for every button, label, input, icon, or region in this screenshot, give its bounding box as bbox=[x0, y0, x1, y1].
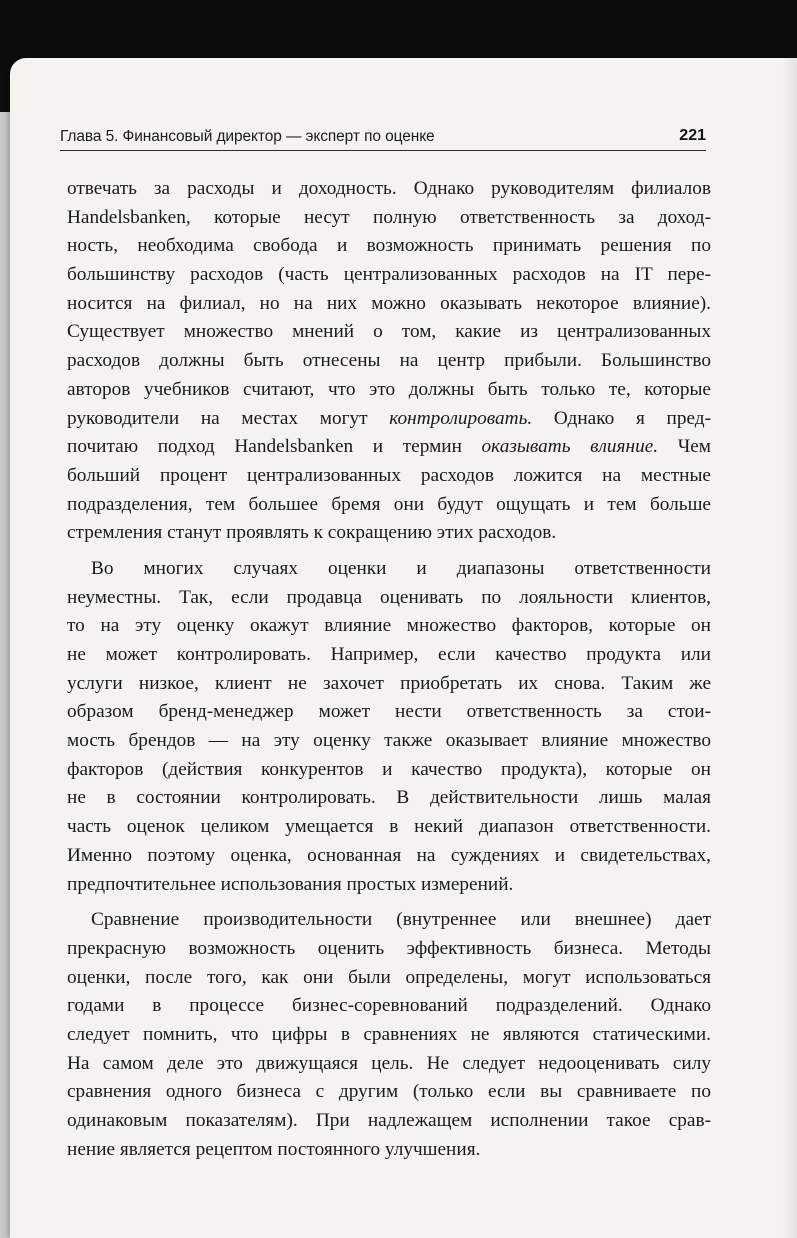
text-run: Сравнение производительности (внутреннее или внешнее) дает bbox=[91, 909, 711, 931]
text-line bbox=[67, 462, 711, 491]
text-line bbox=[67, 1050, 711, 1079]
text-line bbox=[67, 261, 711, 290]
text-line bbox=[67, 405, 711, 434]
text-run: больший процент централизованных расходов ложится на местные bbox=[67, 464, 711, 486]
text-run: ность, необходима свобода и возможность принимать решения по bbox=[67, 235, 711, 257]
text-line bbox=[67, 641, 711, 670]
text-run: образом бренд-менеджер может нести ответственность за стои- bbox=[67, 701, 711, 723]
text-run: отвечать за расходы и доходность. Однако руководителям филиалов bbox=[67, 178, 711, 199]
text-line bbox=[67, 347, 711, 376]
text-line bbox=[67, 491, 711, 520]
running-header bbox=[60, 126, 706, 151]
text-run: сравнения одного бизнеса с другим (только если вы сравниваете по bbox=[67, 1081, 711, 1103]
text-run: следует помнить, что цифры в сравнениях не являются статическими. bbox=[67, 1023, 711, 1045]
text-line bbox=[67, 584, 711, 613]
text-run: авторов учебников считают, что это должны быть только те, которые bbox=[67, 378, 711, 400]
text-line bbox=[67, 871, 711, 900]
text-run: часть оценок целиком умещается в некий диапазон ответственности. bbox=[67, 816, 711, 838]
text-run: не в состоянии контролировать. В действительности лишь малая bbox=[67, 787, 711, 809]
text-run: подразделения, тем большее бремя они будут ощущать и тем больше bbox=[67, 493, 711, 515]
text-run: предпочтительнее использования простых измерений. bbox=[67, 873, 514, 895]
text-run: Именно поэтому оценка, основанная на суждениях и свидетельствах, bbox=[67, 844, 711, 866]
text-run: Handelsbanken, которые несут полную ответственность за доход- bbox=[67, 206, 711, 228]
text-run: услуги низкое, клиент не захочет приобретать их снова. Таким же bbox=[67, 672, 711, 694]
text-line bbox=[67, 935, 711, 964]
text-run: неуместны. Так, если продавца оценивать по лояльности клиентов, bbox=[67, 586, 711, 608]
text-run: факторов (действия конкурентов и качество продукта), которые он bbox=[67, 758, 711, 780]
text-run: нение является рецептом постоянного улучшения. bbox=[67, 1138, 481, 1160]
text-line bbox=[67, 1107, 711, 1136]
text-run: годами в процессе бизнес-соревнований подразделений. Однако bbox=[67, 995, 711, 1017]
text-run: расходов должны быть отнесены на центр прибыли. Большинство bbox=[67, 350, 711, 372]
text-run: стремления станут проявлять к сокращению этих расходов. bbox=[67, 522, 557, 544]
text-run: одинаковым показателям). При надлежащем исполнении такое срав- bbox=[67, 1110, 711, 1131]
text-line bbox=[67, 813, 711, 842]
text-run: Чем bbox=[658, 436, 711, 458]
text-run: большинству расходов (часть централизованных расходов на IT пере- bbox=[67, 264, 711, 286]
text-run: мость брендов — на эту оценку также оказывает влияние множество bbox=[67, 730, 711, 752]
paragraph bbox=[67, 175, 711, 548]
text-line bbox=[67, 232, 711, 261]
text-line bbox=[67, 555, 711, 584]
paragraph bbox=[67, 906, 711, 1164]
text-line bbox=[67, 670, 711, 699]
text-run: не может контролировать. Например, если качество продукта или bbox=[67, 644, 711, 665]
text-line bbox=[67, 756, 711, 785]
text-line bbox=[67, 204, 711, 233]
text-line bbox=[67, 612, 711, 641]
chapter-title: Глава 5. Финансовый директор — эксперт по оценке bbox=[60, 128, 435, 145]
text-run: почитаю подход Handelsbanken и термин bbox=[67, 436, 482, 458]
text-run: то на эту оценку окажут влияние множество факторов, которые он bbox=[67, 615, 711, 637]
text-line bbox=[67, 698, 711, 727]
text-line bbox=[67, 1021, 711, 1050]
text-line bbox=[67, 1136, 711, 1165]
page-number: 221 bbox=[679, 127, 706, 144]
text-run: Во многих случаях оценки и диапазоны ответственности bbox=[91, 557, 711, 579]
text-line bbox=[67, 992, 711, 1021]
text-line bbox=[67, 175, 711, 204]
body-text bbox=[67, 175, 711, 1164]
text-line bbox=[67, 727, 711, 756]
book-page bbox=[10, 58, 797, 1238]
text-run: Существует множество мнений о том, какие из централизованных bbox=[67, 321, 711, 343]
text-line bbox=[67, 433, 711, 462]
emphasis-text: оказывать влияние. bbox=[481, 436, 659, 458]
text-run: руководители на местах могут bbox=[67, 407, 390, 429]
text-run: прекрасную возможность оценить эффективность бизнеса. Методы bbox=[67, 937, 711, 959]
text-line bbox=[67, 290, 711, 319]
text-line bbox=[67, 519, 711, 548]
text-run: носится на филиал, но на них можно оказывать некоторое влияние). bbox=[67, 292, 711, 314]
paragraph bbox=[67, 555, 711, 899]
text-line bbox=[67, 1078, 711, 1107]
text-line bbox=[67, 842, 711, 871]
text-run: Однако я пред- bbox=[532, 407, 711, 429]
emphasis-text: контролировать. bbox=[389, 407, 533, 429]
text-line bbox=[67, 318, 711, 347]
text-run: оценки, после того, как они были определены, могут использоваться bbox=[67, 966, 711, 988]
text-line bbox=[67, 376, 711, 405]
text-line bbox=[67, 906, 711, 935]
text-line bbox=[67, 784, 711, 813]
text-run: На самом деле это движущаяся цель. Не следует недооценивать силу bbox=[67, 1052, 711, 1074]
text-line bbox=[67, 964, 711, 993]
